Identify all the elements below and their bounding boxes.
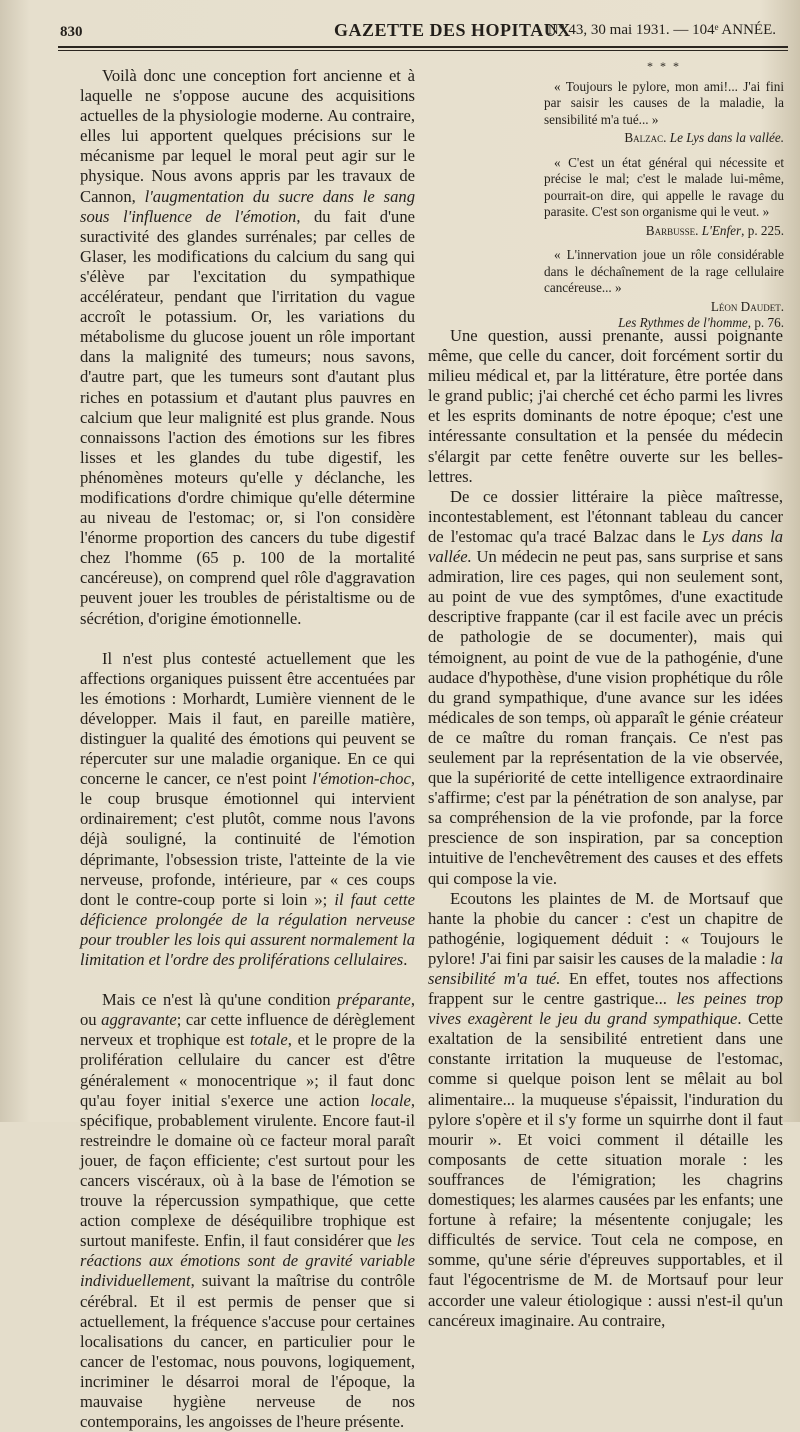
running-header — [58, 18, 782, 44]
page-number: 830 — [60, 24, 83, 40]
right-column — [428, 326, 783, 1331]
epigraphs — [544, 58, 784, 340]
epigraph-source: Barbusse. L'Enfer, p. 225. — [645, 222, 784, 238]
paragraph: Une question, aussi prenante, aussi poignante même, que celle du cancer, doit forcément sortir du milieu médical et, par la littérature, être portée dans le grand public; j'ai cherché cet écho parmi les livres et les esprits dominants de notre époque; c'est une intéressante consultation et la pensée du médecin s'élargit par cette fenêtre ouverte sur les belles-lettres. — [428, 326, 783, 486]
epigraph-source: Balzac. Le Lys dans la vallée. — [624, 130, 784, 145]
left-column — [80, 66, 415, 1432]
epigraph-quote: « L'innervation joue un rôle considérable dans le déchaînement de la rage cellulaire cancéreuse... » — [544, 247, 784, 295]
paragraph: Mais ce n'est là qu'une condition préparante, ou aggravante; car cette influence de dérèglement nerveux et trophique est totale, et le propre de la prolifération cellulaire du cancer est d'être généralement « monocentrique »; il faut donc qu'au foyer initial s'exerce une action locale, spécifique, probablement virulente. Encore faut-il restreindre le domaine où ce facteur moral paraît jouer, de façon efficiente; c'est surtout pour les cancers viscéraux, où à la base de l'émotion se trouve la répercussion sympathique, que cette action complexe de déséquilibre trophique est surtout manifeste. Enfin, il faut considérer que les réactions aux émotions sont de gravité variable individuellement, suivant la maîtrise du contrôle cérébral. Et il est permis de penser que si actuellement, la fréquence s'accuse pour certaines localisations du cancer, en particulier pour le cancer de l'estomac, nous pouvons, logiquement, incriminer le désarroi moral de l'époque, la mauvaise hygiène nerveuse de nos contemporains, les angoisses de l'heure présente. — [80, 990, 415, 1432]
header-rule-thin — [58, 50, 788, 51]
paragraph: Ecoutons les plaintes de M. de Mortsauf que hante la phobie du cancer : c'est un chapitre de pathogénie, logiquement déduit : « Toujours le pylore! J'ai fini par saisir les causes de la maladie : la sensibilité m'a tué. En effet, toutes nos affections frappent sur le centre gastrique... les peines trop vives exagèrent le jeu du grand sympathique. Cette exaltation de la sensibilité entretient dans une constante irritation la muqueuse de l'estomac, comme si quelque poison lent se mêlait au bol alimentaire... la muqueuse s'épaissit, l'induration du pylore s'opère et il s'y forme un squirrhe dont il faut mourir ». Et voici comment il détaille les composants de cette situation morale : les souffrances de l'émigration; les chagrins domestiques; les alarmes causées par les enfants; une fortune à refaire; la mésentente conjugale; les difficultés de service. Tout cela ne compose, en somme, qu'une série d'épreuves supportables, et il faut l'égocentrisme de M. de Mortsauf pour leur accorder une valeur étiologique : aussi n'est-il qu'un cancéreux imaginaire. Au contraire, — [428, 888, 783, 1330]
epigraph-quote: « Toujours le pylore, mon ami!... J'ai fini par saisir les causes de la maladie, la sensibilité m'a tué... » — [544, 78, 784, 127]
header-rule — [58, 46, 788, 48]
epigraph-source: Léon Daudet. Les Rythmes de l'homme, p. 76. — [618, 298, 784, 330]
asterism: * * * — [647, 59, 681, 73]
paragraph: De ce dossier littéraire la pièce maîtresse, incontestablement, est l'étonnant tableau du cancer de l'estomac qu'a tracé Balzac dans le Lys dans la vallée. Un médecin ne peut pas, sans surprise et sans admiration, lire ces pages, qui non seulement sont, au point de vue des symptômes, d'une exactitude descriptive frappante (car il est facile avec un précis de pathologie de se documenter), mais qui témoignent, au point de vue de la pathogénie, d'une audace d'hypothèse, d'une vision prophétique du rôle du grand sympathique, d'une avance sur les idées médicales de son temps, où apparaît le génie créateur de ce maître du roman français. Ce n'est pas seulement par la représentation de la vie observée, que la supériorité de cette intelligence extraordinaire s'affirme; c'est par la pénétration de son analyse, par sa compréhension de la vie profonde, par la force prescience de son inspiration, par sa conception intuitive de l'enchevêtrement des causes et des effets qui compose la vie. — [428, 486, 783, 888]
paragraph: Il n'est plus contesté actuellement que les affections organiques puissent être accentuées par les émotions : Morhardt, Lumière viennent de le développer. Mais il faut, en pareille matière, distinguer la qualité des émotions qui peuvent se répercuter sur une maladie organique. En ce qui concerne le cancer, ce n'est point l'émotion-choc, le coup brusque émotionnel qui intervient ordinairement; c'est plutôt, comme nous l'avons déjà souligné, la continuité de l'émotion déprimante, l'obsession triste, l'atteinte de la vie nerveuse, profonde, intérieure, par « ces coups dont le contre-coup porte si loin »; il faut cette déficience prolongée de la régulation nerveuse pour troubler les lois qui assurent normalement la limitation et l'ordre des proliférations cellulaires. — [80, 648, 415, 970]
paragraph: Voilà donc une conception fort ancienne et à laquelle ne s'oppose aucune des acquisitions actuelles de la physiologie moderne. Au contraire, elles lui apportent quelques précisions sur le mécanisme par lequel le moral peut agir sur le physique. Nous avons appris par les travaux de Cannon, l'augmentation du sucre dans le sang sous l'influence de l'émotion, du fait d'une suractivité des glandes surrénales; par celles de Glaser, les modifications du calcium du sang qui s'élève par l'excitation du sympathique accélérateur, pendant que l'irritation du vague accroît le potassium. Or, les variations du métabolisme du glucose jouent un rôle important dans la malignité des tumeurs; nous savons, d'autre part, que les tumeurs sont d'autant plus riches en potassium et d'autant plus pauvres en calcium que leur malignité est plus grande. Nous connaissons l'action des émotions sur les fibres lisses et les glandes du tube digestif, les phénomènes moteurs qu'elle y déclanche, les modifications d'ordre chimique qu'elle détermine au niveau de l'estomac; or, si l'on considère l'énorme proportion des cancers du tube digestif chez l'homme (65 p. 100 de la mortalité cancéreuse), on comprend quel rôle d'aggravation peuvent jouer les troubles de péristaltisme ou de sécrétion, d'origine émotionnelle. — [80, 66, 416, 628]
journal-title: GAZETTE DES HOPITAUX — [334, 20, 571, 40]
issue-info: N° 43, 30 mai 1931. — 104ᵉ ANNÉE. — [547, 22, 776, 38]
epigraph-quote: « C'est un état général qui nécessite et précise le mal; c'est le malade lui-même, pourrait-on dire, qui appelle le ravage du parasite. C'est son organisme qui le veut. » — [544, 154, 784, 219]
